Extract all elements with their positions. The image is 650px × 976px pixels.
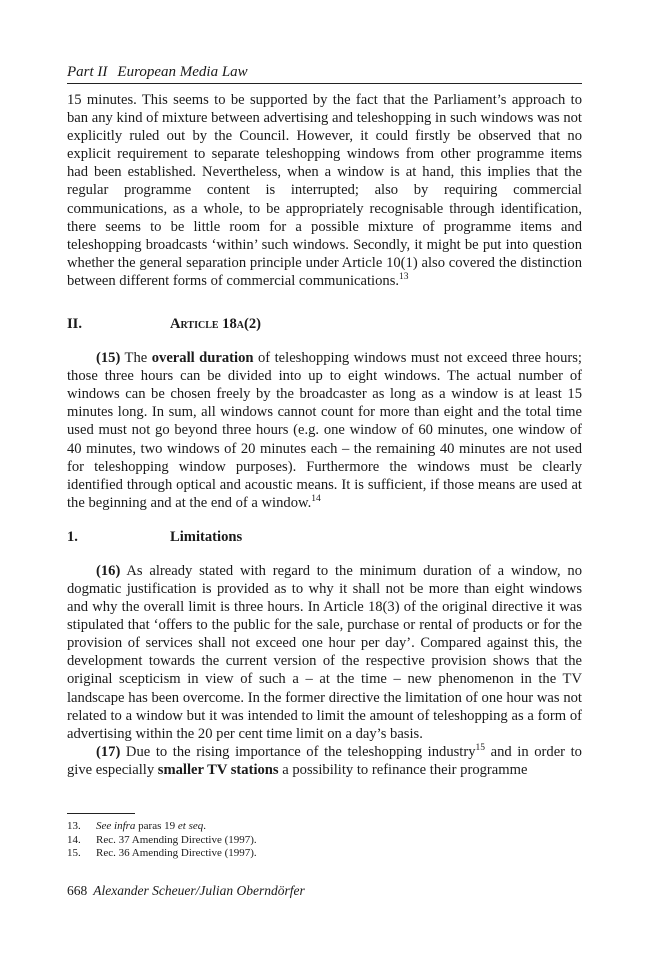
- paragraph-number: (15): [96, 350, 121, 367]
- subsection-title: Limitations: [170, 528, 243, 545]
- section-heading-ii: [67, 315, 582, 333]
- body-text: [67, 91, 582, 779]
- section-title: Article 18a(2): [170, 316, 262, 333]
- paragraph-17: (17) Due to the rising importance of the teleshopping industry$^{15}$ and in order to give especially smaller TV stations a possibility to refinance their programme: [67, 742, 582, 778]
- running-head: [67, 63, 582, 84]
- footer-authors: Alexander Scheuer/Julian Oberndörfer: [93, 883, 305, 898]
- footnote-13: 13. See infra paras 19 et seq.: [67, 820, 206, 832]
- bold-term: overall duration: [151, 350, 254, 367]
- footnote-divider: [67, 813, 135, 814]
- footnote-15: 15. Rec. 36 Amending Directive (1997).: [67, 847, 257, 859]
- running-head-title: European Media Law: [117, 64, 248, 80]
- page-footer: [67, 883, 305, 899]
- running-head-part: Part II: [67, 64, 108, 80]
- paragraph-continued: 15 minutes. This seems to be supported by the fact that the Parliament’s approach to ban any kind of mixture between advertising and teleshopping in such windows was not explicitly ruled out by the Council. However, it could firstly be observed that no explicit requirement to separate teleshopping windows from other programme items had been established. Nevertheless, when a window is at hand, this implies that the regular programme content is interrupted; also by requiring commercial communications, as a whole, to be appropriately recognisable through identification, there seems to be little room for a possible mixture of programme items and teleshopping broadcasts ‘within’ such windows. Secondly, it might be put into question whether the general separation principle under Article 10(1) also covered the distinction between different forms of commercial communications.$^{13}$: [67, 92, 582, 289]
- subsection-number: 1.: [67, 528, 78, 545]
- footnote-14: 14. Rec. 37 Amending Directive (1997).: [67, 833, 257, 846]
- paragraph-16: (16) As already stated with regard to the minimum duration of a window, no dogmatic justification is provided as to why it shall not be more than eight windows and why the overall limit is three hours. In Article 18(3) of the original directive it was stipulated that ‘offers to the public for the sale, purchase or rental of products or for the provision of services shall not exceed one hour per day’. Compared against this, the development towards the current version of the respective provision shows that the original scepticism in view of such a – at the time – new phenomenon in the TV landscape has been overcome. In the former directive the limitation of one hour was not related to a window but it was intended to limit the amount of teleshopping as a form of advertising within the 20 per cent time limit on a day’s basis.: [67, 562, 582, 742]
- footnote-ref-13: 13: [399, 271, 409, 282]
- paragraph-15: (15) The overall duration of teleshopping windows must not exceed three hours; those three hours can be divided into up to eight windows. The actual number of windows can be chosen freely by the broadcaster as long as a window is at least 15 minutes long. In sum, all windows cannot count for more than eight and the total time used must not go beyond three hours (e.g. one window of 60 minutes, one window of 40 minutes, two windows of 20 minutes each – the remaining 40 minutes are not used for teleshopping window purposes). Furthermore the windows must be clearly identified through optical and acoustic means. It is sufficient, if those means are used at the beginning and at the end of a window.$^{14}$: [67, 350, 582, 511]
- footnote-ref-14: 14: [311, 493, 321, 504]
- bold-term: smaller TV stations: [157, 761, 279, 778]
- paragraph-number: (16): [96, 562, 121, 579]
- subsection-heading-1: [67, 528, 582, 546]
- page-number: 668: [67, 883, 88, 898]
- footnotes: [67, 813, 582, 861]
- footnote-ref-15: 15: [475, 742, 486, 753]
- paragraph-number: (17): [96, 743, 121, 760]
- section-number: II.: [67, 316, 83, 333]
